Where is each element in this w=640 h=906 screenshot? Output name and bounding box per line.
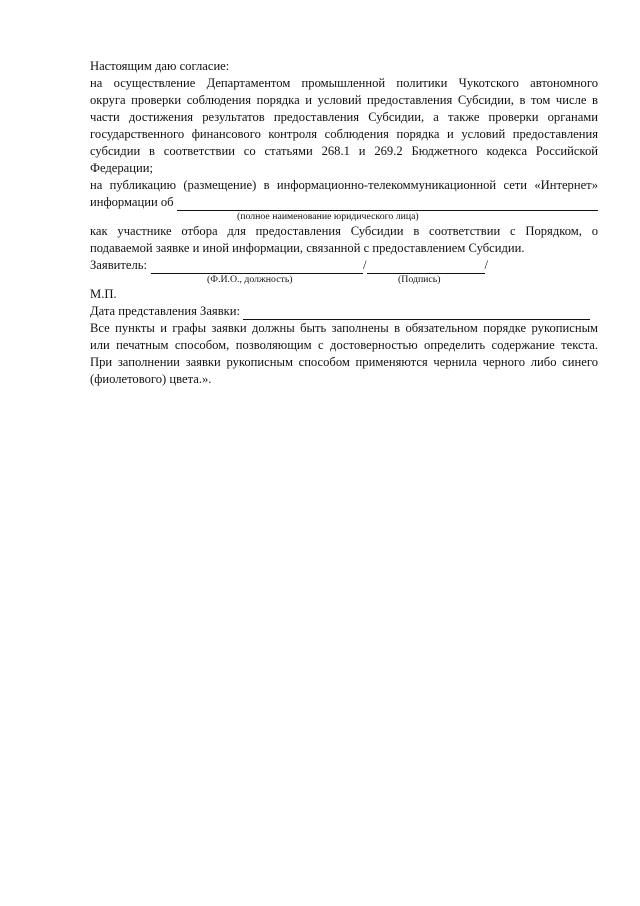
inspection-line-4: государственного финансового контроля соблюдения порядка и условий предоставления — [90, 127, 598, 141]
slash-separator-end: / — [484, 258, 488, 272]
inspection-line-3: части достижения результатов предоставления Субсидии, а также проверки органами — [90, 110, 598, 124]
name-position-caption: (Ф.И.О., должность) — [207, 274, 293, 285]
org-name-caption-row — [90, 211, 598, 223]
notes-line-3: При заполнении заявки рукописным способом применяются чернила черного либо синего — [90, 355, 598, 369]
inspection-line-2: округа проверки соблюдения порядка и условий предоставления Субсидии, в том числе в — [90, 93, 598, 107]
org-name-row — [90, 194, 598, 211]
consent-heading: Настоящим даю согласие: — [90, 59, 230, 73]
notes-block — [90, 320, 598, 388]
applicant-signature-field[interactable] — [367, 260, 485, 274]
signature-caption: (Подпись) — [398, 274, 441, 285]
notes-line-2: или печатным способом, позволяющим с достоверностью определить содержание текста. — [90, 338, 598, 352]
applicant-name-field[interactable] — [151, 260, 363, 274]
participant-line-1: как участнике отбора для предоставления Субсидии в соответствии с Порядком, о — [90, 224, 598, 238]
notes-line-1: Все пункты и графы заявки должны быть заполнены в обязательном порядке рукописным — [90, 321, 598, 335]
signature-caption-row — [90, 274, 598, 286]
document-page — [90, 58, 598, 388]
consent-item-publication — [90, 177, 598, 257]
org-name-field[interactable] — [177, 197, 598, 211]
consent-item-inspection — [90, 75, 598, 177]
signature-block — [90, 257, 598, 320]
participant-line-2: подаваемой заявке и иной информации, связанной с предоставлением Субсидии. — [90, 241, 525, 255]
date-field[interactable] — [243, 306, 590, 320]
date-label: Дата представления Заявки: — [90, 304, 241, 318]
applicant-row — [90, 257, 598, 274]
org-name-prefix: информации об — [90, 195, 174, 209]
stamp-mark: М.П. — [90, 287, 117, 301]
inspection-line-1: на осуществление Департаментом промышленной политики Чукотского автономного — [90, 76, 598, 90]
slash-separator: / — [363, 258, 367, 272]
inspection-line-6: Федерации; — [90, 161, 153, 175]
org-name-caption: (полное наименование юридического лица) — [237, 211, 419, 222]
publication-line-1: на публикацию (размещение) в информационно-телекоммуникационной сети «Интернет» — [90, 178, 598, 192]
applicant-label: Заявитель: — [90, 258, 147, 272]
date-row — [90, 303, 590, 320]
notes-line-4: (фиолетового) цвета.». — [90, 372, 212, 386]
inspection-line-5: субсидии в соответствии со статьями 268.1 и 269.2 Бюджетного кодекса Российской — [90, 144, 598, 158]
